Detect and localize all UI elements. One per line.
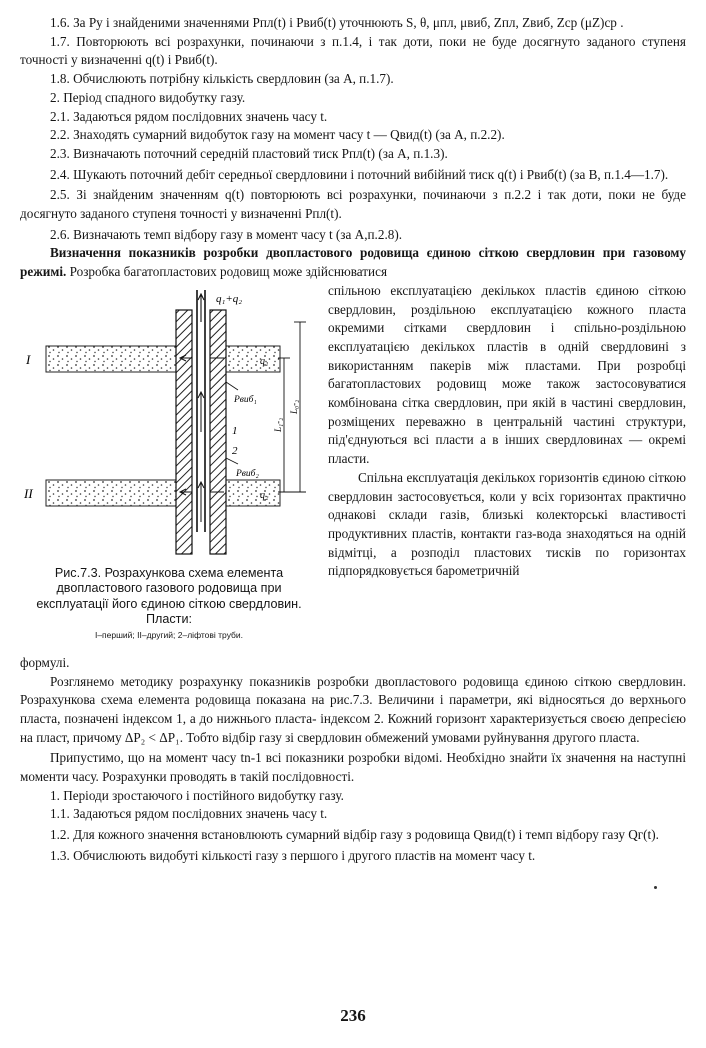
casing-left-wall (176, 310, 192, 554)
right-paragraph-1: спільною експлуатацією декількох пластів єдиною сіткою свердловин, роздільною експлуатацією кожного пласта окремими сітками свердловин і спільно-роздільною експлуатацією декількох пластів в одній свердловині з використанням пакерів між пластами. При розробці багатопластових родовищ може також застосовуватися комбінована сітка свердловин, при якій в частині свердловин, розміщених переважно в центральній частині структури, під'єднуються всі пласти а в інших свердловинах — окремі пласти. (328, 282, 686, 467)
step-2-1: 2.1. Задаються рядом послідовних значень часу t. (50, 108, 328, 124)
step-1-7: 1.7. Повторюють всі розрахунки, починаючи з п.1.4, і так доти, поки не буде досягнуто заданого ступеня точності у визначенні q(t) і Pвиб(t). (20, 33, 686, 68)
section-lead: Розробка багатопластових родовищ може здійснюватися (66, 264, 388, 280)
step-2-6: 2.6. Визначають темп відбору газу в момент часу t (за А,п.2.8). (50, 226, 403, 242)
label-layer-1: I (26, 351, 31, 367)
step-2-2: 2.2. Знаходять сумарний видобуток газу на момент часу t — Qвид(t) (за А, п.2.2). (50, 127, 505, 143)
casing-right-wall (210, 310, 226, 554)
method-paragraph: Розглянемо методику розрахунку показників розробки двопластового родовища єдиною сіткою свердловин. Розрахункова схема елемента родовища показана на рис.7.3. Величини і параметри, які відносяться до верхнього пласта, позначені індексом 1, а до нижнього пласта- індексом 2. Кожний горизонт характеризується своєю депресією на пласт, причому ΔP₂ < ΔP₁. Тобто відбір газу зі свердловин обмежений умовами руйнування другого пласта. (20, 673, 686, 745)
page-content (20, 14, 686, 866)
section-heading: Визначення показників розробки двопластового родовища єдиною сіткою свердловин при газовому режимі. (20, 245, 686, 280)
layer-2-shape (46, 480, 192, 506)
label-q1-plus-q2: q₁+q₂ (216, 292, 243, 305)
assume-paragraph: Припустимо, що на момент часу tn-1 всі показники розробки відомі. Необхідно знайти їх значення на наступні моменти часу. Розрахунки проводять в такій послідовності. (20, 750, 686, 785)
step-1-3: 1.3. Обчислюють видобуті кількості газу з першого і другого пластів на момент часу t. (50, 847, 536, 863)
step-1-1: 1.1. Задаються рядом послідовних значень часу t. (50, 806, 328, 822)
speck-mark (654, 886, 657, 889)
label-q1: q₁ (260, 355, 269, 367)
figure-and-text-block (20, 282, 686, 654)
right-paragraph-2: Спільна експлуатація декількох горизонтів єдиною сіткою свердловин застосовується, коли у всіх горизонтах практично однакові склади газів, близькі колекторські властивості продуктивних пластів, контакти газ-вода знаходяться на одній відмітці, а розподіл пластових тисків по горизонтах підпорядковується барометричній (328, 469, 686, 579)
figure-caption-text: Рис.7.3. Розрахункова схема елемента двопластового газового родовища при експлуатації його єдиною сіткою свердловин. Пласти: (36, 565, 302, 627)
period-2-heading: 2. Період спадного видобутку газу. (50, 89, 246, 105)
page-number: 236 (340, 1006, 366, 1025)
label-L0-2: L₀-₂ (289, 399, 299, 414)
figure-caption (26, 566, 312, 641)
label-L1-2: L₁-₂ (273, 417, 283, 432)
step-1-2: 1.2. Для кожного значення встановлюють сумарний відбір газу з родовища Qвид(t) і темп відбору газу Qг(t). (50, 827, 659, 843)
step-1-6: 1.6. За Pу і знайденими значеннями Pпл(t) і Pвиб(t) уточнюють S, θ, μпл, μвиб, Zпл, Zвиб, Zср (μZ)ср . (50, 15, 624, 30)
period-1-heading: 1. Періоди зростаючого і постійного видобутку газу. (50, 787, 344, 803)
step-2-3: 2.3. Визначають поточний середній пластовий тиск Pпл(t) (за А, п.1.3). (50, 145, 448, 161)
step-1-8: 1.8. Обчислюють потрібну кількість свердловин (за А, п.1.7). (50, 71, 394, 87)
label-q2: q₂ (260, 489, 269, 501)
step-2-4: 2.4. Шукають поточний дебіт середньої свердловини і поточний вибійний тиск q(t) і Pвиб(t) (за В, п.1.4—1.7). (50, 166, 669, 182)
continuation-text: формулі. (20, 654, 70, 670)
label-pvyb1: Pвиб₁ (234, 394, 257, 405)
layer-1-shape (46, 346, 192, 372)
step-2-5: 2.5. Зі знайденим значенням q(t) повторюють всі розрахунки, починаючи з п.2.2 і так доти, поки не буде досягнуто заданого ступеня точності у визначенні Pпл(t). (20, 187, 686, 222)
label-tube-2: 2 (232, 444, 238, 457)
label-layer-2: II (24, 485, 33, 501)
figure-caption-legend: I–перший; II–другий; 2–ліфтові труби. (94, 629, 244, 640)
label-pvyb2: Pвиб₂ (236, 468, 259, 479)
label-tube-1: 1 (232, 424, 238, 437)
section-intro (20, 244, 686, 281)
right-column-text (328, 282, 686, 581)
